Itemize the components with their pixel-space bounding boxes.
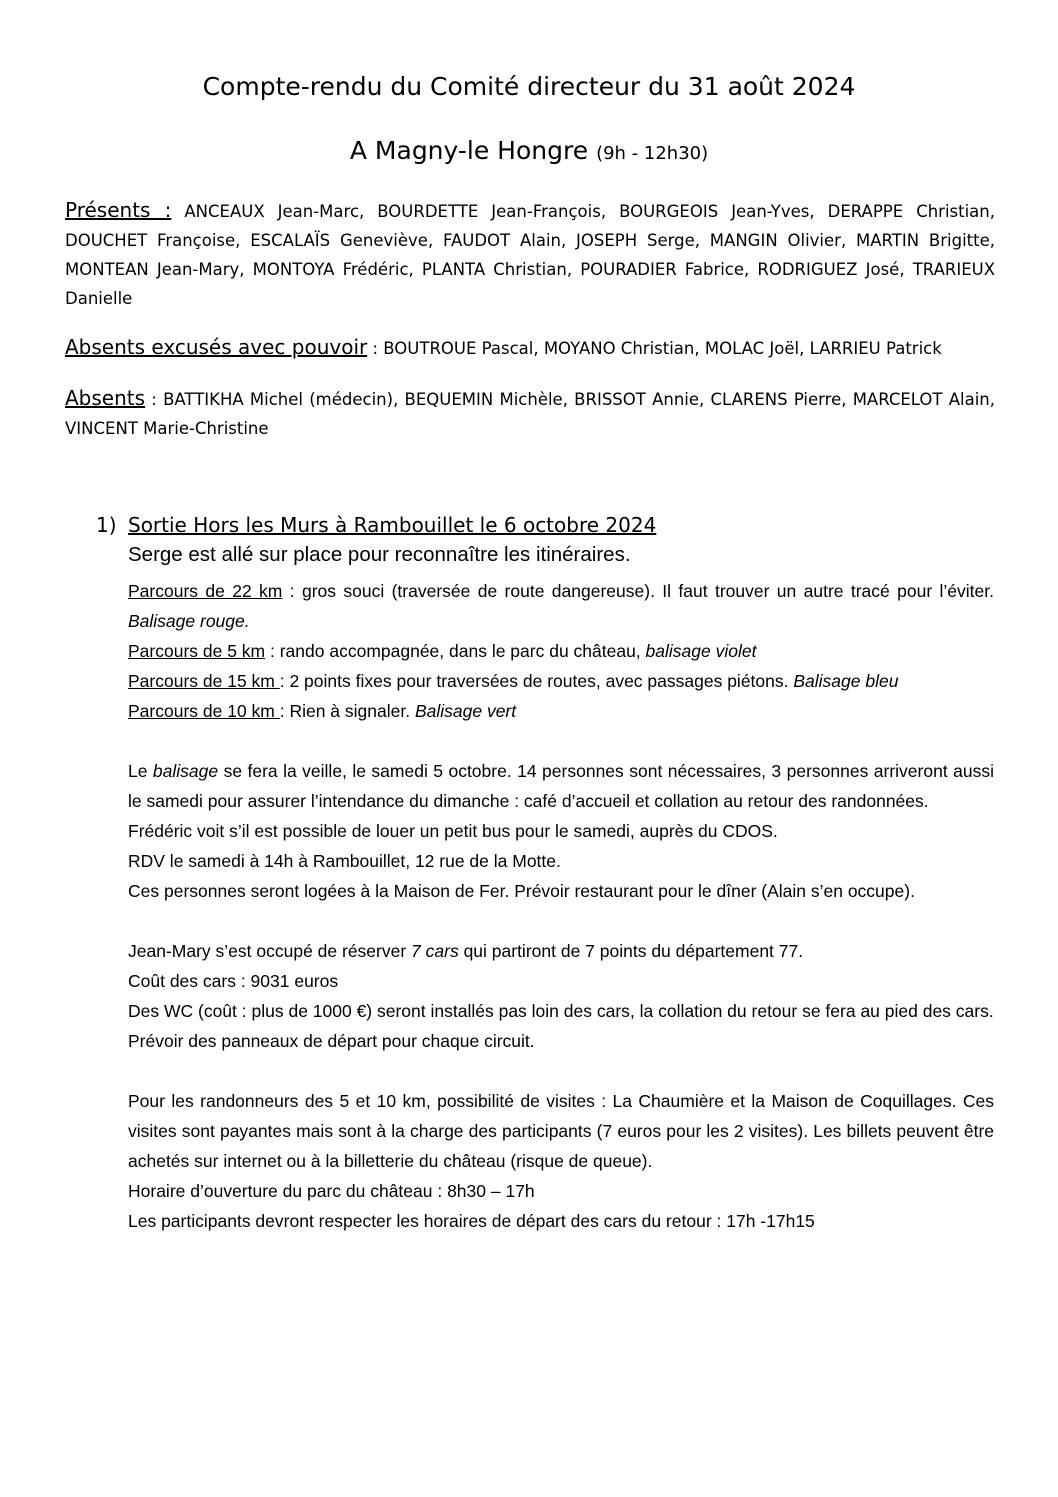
route-marking: balisage violet [645, 641, 757, 661]
text-fragment: se fera la veille, le samedi 5 octobre. 14 personnes sont nécessaires, 3 personnes arriveront aussi le samedi pour assurer l’intendance du dimanche : café d’accueil et collation au retour des randonnées. [128, 761, 995, 811]
paragraph-cars [128, 936, 994, 966]
route-label: Parcours de 10 km [128, 701, 280, 721]
route-10km [128, 696, 994, 726]
route-text: : rando accompagnée, dans le parc du château, [265, 641, 646, 661]
text-fragment: 7 cars [411, 941, 459, 961]
text-fragment: Le [128, 761, 153, 781]
text-fragment: Jean-Mary s’est occupé de réserver [128, 941, 412, 961]
excused-list: Absents excusés avec pouvoir : BOUTROUE Pascal, MOYANO Christian, MOLAC Joël, LARRIEU Patrick [65, 335, 942, 359]
route-text: : 2 points fixes pour traversées de routes, avec passages piétons. [279, 671, 794, 691]
route-marking: Balisage vert [414, 701, 517, 721]
absent-list: Absents : BATTIKHA Michel (médecin), BEQUEMIN Michèle, BRISSOT Annie, CLARENS Pierre, MARCELOT Alain, VINCENT Marie-Christine [65, 386, 995, 438]
route-label: Parcours de 15 km [128, 671, 280, 691]
paragraph-hours: Horaire d’ouverture du parc du château : 8h30 – 17h [128, 1181, 535, 1201]
route-text: : gros souci (traversée de route dangereuse). Il faut trouver un autre tracé pour l’éviter. [282, 581, 994, 601]
paragraph-wc: Des WC (coût : plus de 1000 €) seront installés pas loin des cars, la collation du retour se fera au pied des cars. [128, 1001, 994, 1021]
route-15km [128, 666, 994, 696]
section-body [128, 576, 994, 1236]
paragraph-bus: Frédéric voit s’il est possible de louer un petit bus pour le samedi, auprès du CDOS. [128, 821, 778, 841]
route-marking: Balisage rouge. [128, 611, 250, 631]
excused-label: Absents excusés avec pouvoir [65, 335, 368, 359]
present-names: ANCEAUX Jean-Marc, BOURDETTE Jean-François, BOURGEOIS Jean-Yves, DERAPPE Christian, DOUCHET Françoise, ESCALAÏS Geneviève, FAUDOT Alain, JOSEPH Serge, MANGIN Olivier, MARTIN Brigitte, MONTEAN Jean-Mary, MONTOYA Frédéric, PLANTA Christian, POURADIER Fabrice, RODRIGUEZ José, TRARIEUX Danielle [65, 202, 995, 308]
route-marking: Balisage bleu [793, 671, 899, 691]
route-label: Parcours de 22 km [128, 581, 283, 601]
text-fragment: balisage [152, 761, 219, 781]
paragraph-rdv: RDV le samedi à 14h à Rambouillet, 12 rue de la Motte. [128, 851, 561, 871]
excused-names: BOUTROUE Pascal, MOYANO Christian, MOLAC Joël, LARRIEU Patrick [383, 339, 942, 358]
paragraph-lodging: Ces personnes seront logées à la Maison de Fer. Prévoir restaurant pour le dîner (Alain s’en occupe). [128, 881, 915, 901]
route-5km [128, 636, 994, 666]
location-name: A Magny-le Hongre [349, 136, 589, 165]
paragraph-visits: Pour les randonneurs des 5 et 10 km, possibilité de visites : La Chaumière et la Maison de Coquillages. Ces visites sont payantes mais sont à la charge des participants (7 euros pour les 2 visites). Les billets peuvent être achetés sur internet ou à la billetterie du château (risque de queue). [128, 1091, 994, 1171]
absent-names: BATTIKHA Michel (médecin), BEQUEMIN Michèle, BRISSOT Annie, CLARENS Pierre, MARCELOT Alain, VINCENT Marie-Christine [65, 390, 995, 438]
route-22km [128, 576, 994, 636]
absent-label: Absents [65, 386, 146, 410]
section-title: Sortie Hors les Murs à Rambouillet le 6 octobre 2024 [128, 513, 657, 537]
meeting-location [0, 136, 1058, 165]
route-text: : Rien à signaler. [279, 701, 415, 721]
route-label: Parcours de 5 km [128, 641, 266, 661]
paragraph-cost: Coût des cars : 9031 euros [128, 971, 339, 991]
paragraph-panels: Prévoir des panneaux de départ pour chaque circuit. [128, 1031, 535, 1051]
present-label: Présents : [65, 198, 172, 222]
paragraph-balisage [128, 756, 994, 816]
present-list [65, 196, 995, 313]
section-heading [96, 510, 996, 540]
paragraph-departures: Les participants devront respecter les horaires de départ des cars du retour : 17h -17h15 [128, 1211, 815, 1231]
meeting-hours: (9h - 12h30) [596, 143, 709, 164]
section-number: 1) [96, 513, 117, 537]
document-title: Compte-rendu du Comité directeur du 31 août 2024 [202, 72, 856, 101]
section-lead: Serge est allé sur place pour reconnaître les itinéraires. [128, 543, 631, 566]
text-fragment: qui partiront de 7 points du département 77. [458, 941, 804, 961]
